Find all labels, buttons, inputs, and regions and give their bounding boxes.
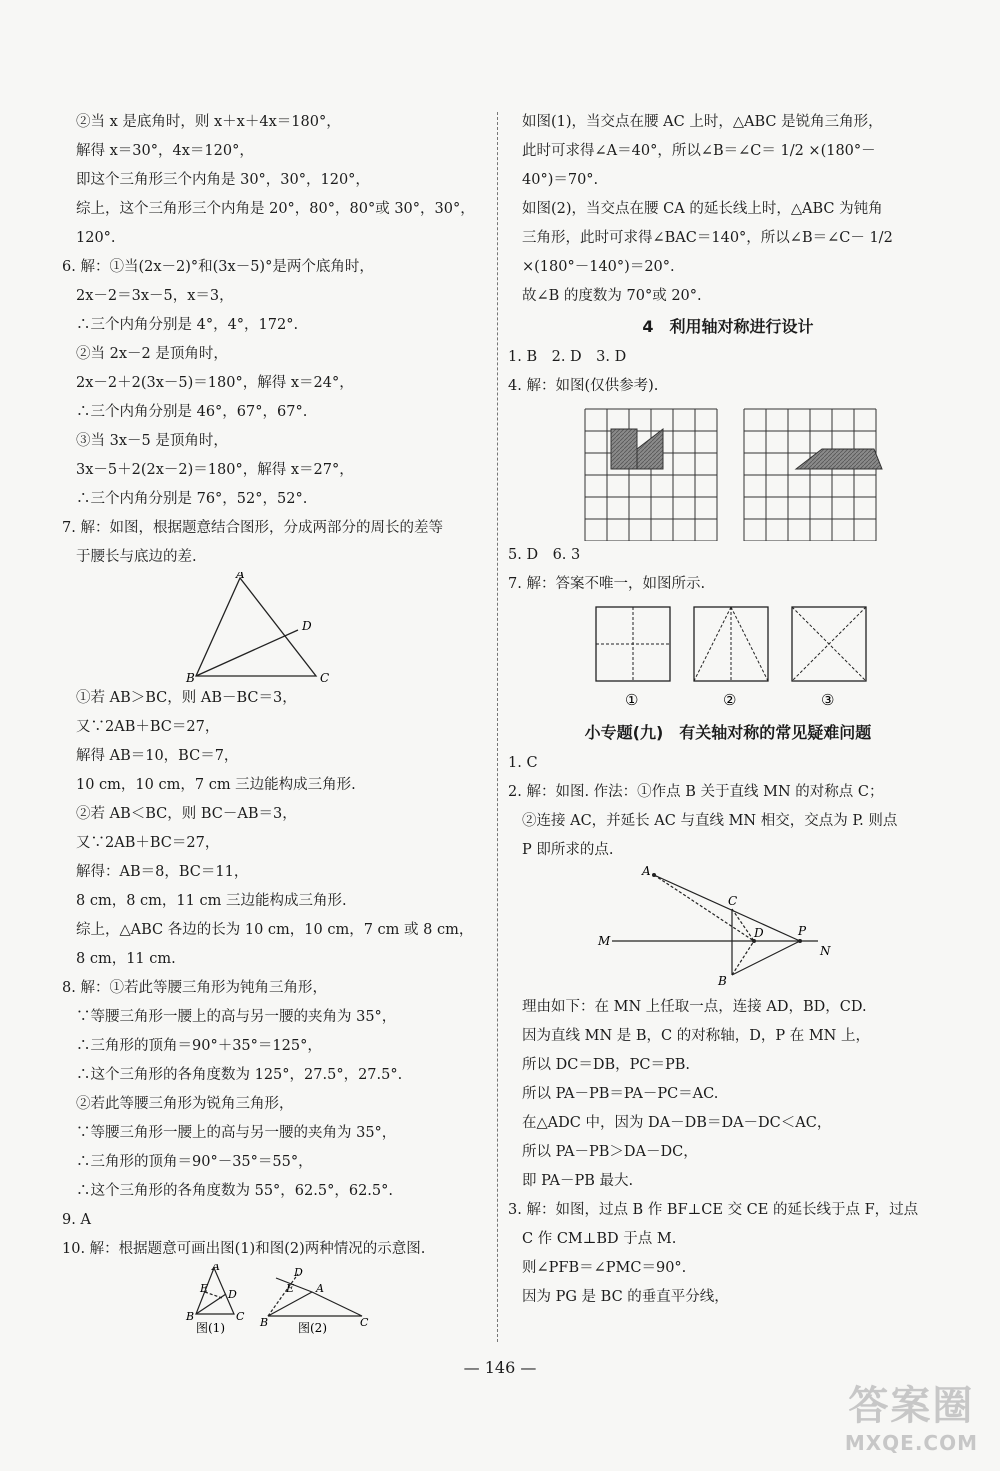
text-line: ∵等腰三角形一腰上的高与另一腰的夹角为 35°， [76, 1125, 397, 1141]
text-line: 8 cm，8 cm，11 cm 三边能构成三角形. [76, 893, 347, 909]
page-number: — 146 — [463, 1358, 537, 1377]
text-line: ②若 AB＜BC，则 BC－AB＝3， [76, 806, 297, 822]
text-line: 因为直线 MN 是 B，C 的对称轴，D，P 在 MN 上， [522, 1028, 870, 1044]
left-column [62, 108, 492, 1336]
text-line: 解得 AB＝10，BC＝7， [76, 748, 239, 764]
text-line: ②连接 AC，并延长 AC 与直线 MN 相交，交点为 P. 则点 [522, 813, 898, 829]
text-line: 40°)＝70°. [522, 172, 599, 188]
grid-right [744, 409, 876, 541]
text-line: 故∠B 的度数为 70°或 20°. [522, 288, 702, 304]
text-line: 120°. [76, 230, 116, 246]
text-line: 所以 PA－PB＞DA－DC， [522, 1144, 698, 1160]
text-line: 3x－5＋2(2x－2)＝180°，解得 x＝27°， [76, 462, 354, 478]
segment-bd [196, 630, 298, 676]
question-7-right: 7. 解：答案不唯一，如图所示. [508, 576, 706, 592]
mn-label-a: A [642, 865, 651, 878]
figure-grids [508, 401, 948, 541]
text-line: ①若 AB＞BC，则 AB－BC＝3， [76, 690, 297, 706]
question-4: 4. 解：如图(仅供参考). [508, 378, 659, 394]
text-line: 如图(2)，当交点在腰 CA 的延长线上时，△ABC 为钝角 [522, 201, 883, 217]
answers-5-6: 5. D 6. 3 [508, 547, 581, 563]
triangle-abc [196, 578, 316, 676]
right-block-4 [508, 749, 948, 865]
text-line: 综上，这个三角形三个内角是 20°，80°，80°或 30°，30°， [76, 201, 475, 217]
text-line: 即这个三角形三个内角是 30°，30°，120°， [76, 172, 370, 188]
point-p [798, 939, 802, 943]
fig10-2-triangle [268, 1292, 362, 1316]
fig10-2-label-c: C [360, 1316, 369, 1329]
right-block-3 [508, 541, 948, 599]
mn-label-b: B [718, 974, 727, 988]
question-3: 3. 解：如图，过点 B 作 BF⊥CE 交 CE 的延长线于点 F，过点 [508, 1202, 919, 1218]
text-line: 又∵2AB＋BC＝27， [76, 835, 220, 851]
text-line: 所以 DC＝DB，PC＝PB. [522, 1057, 690, 1073]
mn-label-c: C [728, 894, 738, 908]
text-line: ②当 2x－2 是顶角时， [76, 346, 228, 362]
text-line: 即 PA－PB 最大. [522, 1173, 634, 1189]
text-line: ∴三个内角分别是 4°，4°，172°. [76, 317, 299, 333]
text-line: 于腰长与底边的差. [76, 549, 197, 565]
text-line: 三角形，此时可求得∠BAC＝140°，所以∠B＝∠C－ 1/2 [522, 230, 893, 246]
mn-label-p: P [798, 924, 807, 938]
segment-ap [654, 875, 800, 941]
right-block-1 [508, 108, 948, 311]
question-7: 7. 解：如图，根据题意结合图形，分成两部分的周长的差等 [62, 520, 443, 536]
figure-10 [62, 1264, 492, 1336]
left-block-3 [62, 684, 492, 1264]
text-line: 8 cm，11 cm. [76, 951, 176, 967]
text-line: 所以 PA－PB＝PA－PC＝AC. [522, 1086, 719, 1102]
grid-left [585, 409, 717, 541]
fig10-2-label-d: D [294, 1266, 303, 1279]
caption-3: ③ [821, 691, 835, 709]
fig10-1-label-e: E [200, 1282, 209, 1295]
fig10-2-label-b: B [260, 1316, 269, 1329]
text-line: 如图(1)，当交点在腰 AC 上时，△ABC 是锐角三角形， [522, 114, 883, 130]
point-a [652, 873, 656, 877]
text-line: ∴这个三角形的各角度数为 55°，62.5°，62.5°. [76, 1183, 393, 1199]
segment-cd [732, 909, 754, 941]
text-line: 解得 x＝30°，4x＝120°， [76, 143, 254, 159]
left-block-2 [62, 253, 492, 572]
shape-left-hatched-2 [637, 429, 663, 469]
shape-left-hatched [611, 429, 637, 469]
fig10-1-label-b: B [186, 1310, 195, 1323]
text-line: ∴三角形的顶角＝90°＋35°＝125°， [76, 1038, 322, 1054]
text-line: ③当 3x－5 是顶角时， [76, 433, 228, 449]
text-line: 解得：AB＝8，BC＝11， [76, 864, 249, 880]
caption-2: ② [723, 691, 737, 709]
text-line: 2x－2＝3x－5，x＝3， [76, 288, 234, 304]
text-line: 又∵2AB＋BC＝27， [76, 719, 220, 735]
section-heading-4: 4 利用轴对称进行设计 [642, 317, 814, 336]
text-line: 此时可求得∠A＝40°，所以∠B＝∠C＝ 1/2 ×(180°－ [522, 143, 876, 159]
right-column [508, 108, 948, 1312]
segment-bp [732, 941, 800, 975]
text-line: ②当 x 是底角时，则 x＋x＋4x＝180°， [76, 114, 341, 130]
watermark [845, 1374, 978, 1455]
text-line: ∴三个内角分别是 46°，67°，67°. [76, 404, 308, 420]
fig10-caption-1: 图(1) [196, 1321, 225, 1335]
grid-designs [508, 401, 948, 541]
mn-label-d: D [754, 926, 764, 940]
label-a: A [236, 572, 245, 581]
fig10-2-label-a: A [316, 1282, 324, 1295]
segment-ad [654, 875, 754, 941]
figure-10-svg [62, 1264, 492, 1336]
mn-label-m: M [598, 934, 611, 948]
mn-label-n: N [820, 944, 831, 958]
text-line: 因为 PG 是 BC 的垂直平分线， [522, 1289, 729, 1305]
text-line: C 作 CM⊥BD 于点 M. [522, 1231, 677, 1247]
label-b: B [186, 671, 195, 684]
square-2-diag-1 [694, 607, 731, 681]
watermark-top: 答案圈 [848, 1383, 975, 1429]
fig10-1-label-c: C [236, 1310, 245, 1323]
watermark-bottom: MXQE.COM [844, 1431, 978, 1455]
label-d: D [302, 619, 312, 633]
question-10: 10. 解：根据题意可画出图(1)和图(2)两种情况的示意图. [62, 1241, 426, 1257]
question-8: 8. 解：①若此等腰三角形为钝角三角形， [62, 980, 327, 996]
text-line: ∴三个内角分别是 76°，52°，52°. [76, 491, 308, 507]
text-line: 在△ADC 中，因为 DA－DB＝DA－DC＜AC， [522, 1115, 832, 1131]
answers-1-3: 1. B 2. D 3. D [508, 349, 627, 365]
square-2-diag-2 [731, 607, 768, 681]
caption-1: ① [625, 691, 639, 709]
text-line: 综上，△ABC 各边的长为 10 cm，10 cm，7 cm 或 8 cm， [76, 922, 474, 938]
right-block-5 [508, 993, 948, 1312]
fig10-caption-2: 图(2) [298, 1321, 327, 1335]
text-line: ∵等腰三角形一腰上的高与另一腰的夹角为 35°， [76, 1009, 397, 1025]
right-block-2 [508, 343, 948, 401]
question-6: 6. 解：①当(2x－2)°和(3x－5)°是两个底角时， [62, 259, 374, 275]
text-line: ∴三角形的顶角＝90°－35°＝55°， [76, 1154, 313, 1170]
fig10-1-label-a: A [212, 1264, 220, 1273]
text-line: ②若此等腰三角形为锐角三角形， [76, 1096, 294, 1112]
text-line: 则∠PFB＝∠PMC＝90°. [522, 1260, 687, 1276]
text-line: 2x－2＋2(3x－5)＝180°，解得 x＝24°， [76, 375, 354, 391]
text-line: ×(180°－140°)＝20°. [522, 259, 675, 275]
answer-1: 1. C [508, 755, 538, 771]
text-line: 10 cm，10 cm，7 cm 三边能构成三角形. [76, 777, 356, 793]
fig10-2-label-e: E [286, 1282, 295, 1295]
left-block-1 [62, 108, 492, 253]
section-heading-special: 小专题(九) 有关轴对称的常见疑难问题 [584, 723, 872, 742]
squares-svg [508, 599, 948, 717]
fig10-1-label-d: D [228, 1288, 237, 1301]
question-9: 9. A [62, 1212, 91, 1228]
mn-figure-svg [508, 865, 948, 993]
label-c: C [320, 671, 330, 684]
shape-right-hatched [796, 449, 882, 469]
column-divider [497, 112, 498, 1342]
question-2: 2. 解：如图. 作法：①作点 B 关于直线 MN 的对称点 C； [508, 784, 884, 800]
text-line: P 即所求的点. [522, 842, 614, 858]
text-line: 理由如下：在 MN 上任取一点，连接 AD，BD，CD. [522, 999, 867, 1015]
figure-triangle-abd [62, 572, 492, 684]
figure-mn [508, 865, 948, 993]
figure-squares [508, 599, 948, 717]
text-line: ∴这个三角形的各角度数为 125°，27.5°，27.5°. [76, 1067, 403, 1083]
triangle-figure [62, 572, 492, 684]
